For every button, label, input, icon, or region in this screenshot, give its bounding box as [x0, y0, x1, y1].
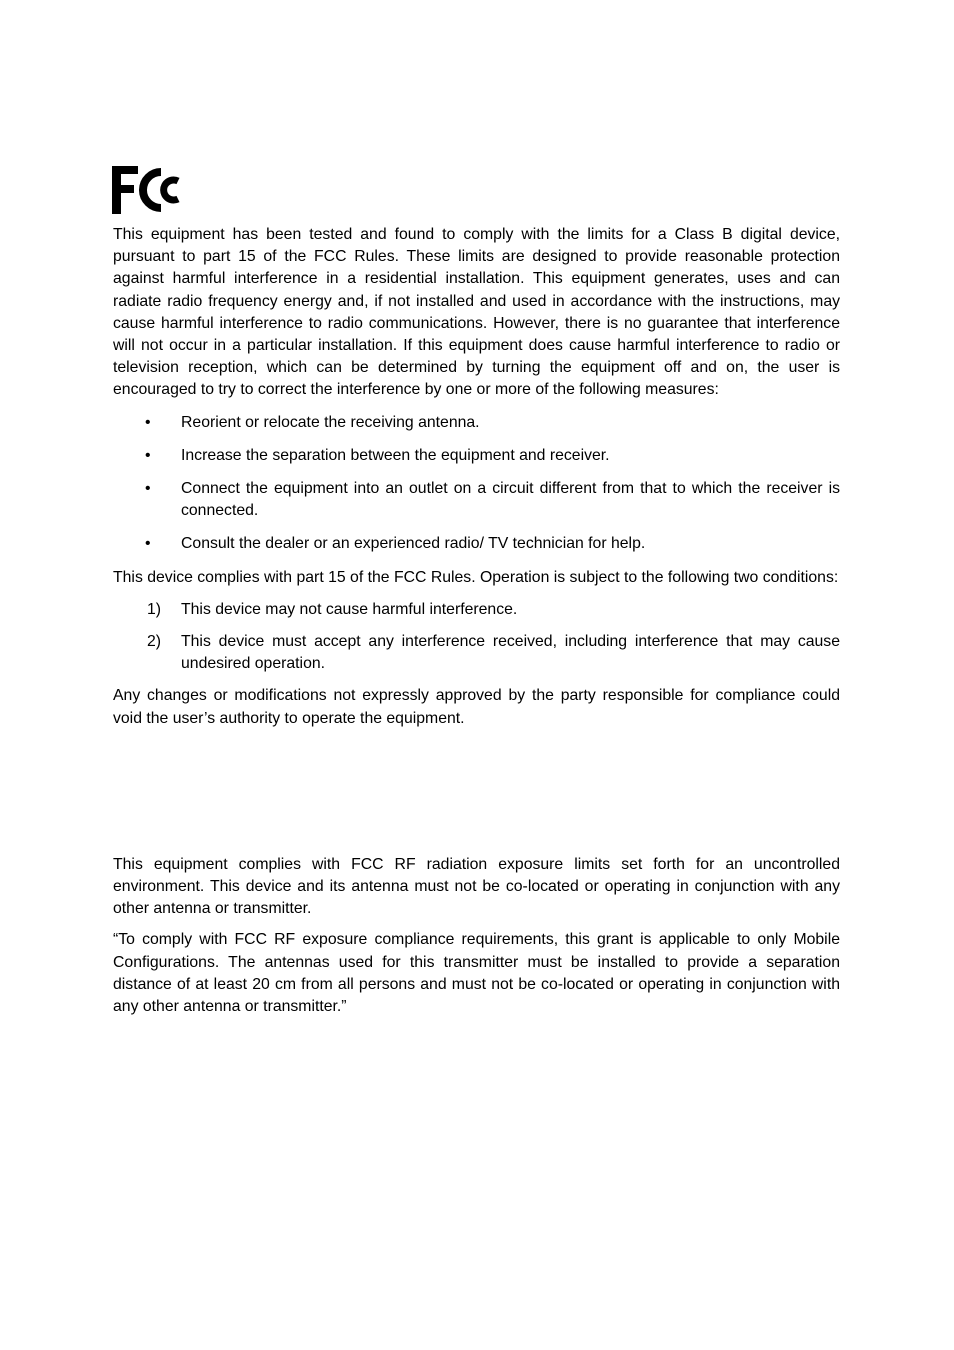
- conditions-list: [113, 599, 840, 676]
- rf-compliance-paragraph: “To comply with FCC RF exposure compliance requirements, this grant is applicable to only Mobile Configurations. The antennas used for this transmitter must be installed to provide a separation distance of at least 20 cm from all persons and must not be co-located or operating in conjunction with any other antenna or transmitter.”: [113, 931, 840, 1016]
- measures-list: [113, 412, 840, 556]
- list-item: [113, 478, 840, 522]
- bullet-icon: •: [145, 535, 151, 553]
- fcc-logo-icon: [112, 166, 182, 214]
- measure-text: Consult the dealer or an experienced radio/ TV technician for help.: [181, 535, 646, 553]
- condition-text: This device may not cause harmful interference.: [181, 600, 518, 618]
- list-item: [113, 533, 840, 555]
- measure-text: Reorient or relocate the receiving antenna.: [181, 413, 480, 431]
- list-item: [113, 631, 840, 675]
- list-item: [113, 445, 840, 467]
- measure-text: Connect the equipment into an outlet on a circuit different from that to which the receiver is connected.: [181, 480, 840, 520]
- bullet-icon: •: [145, 446, 151, 464]
- rf-exposure-paragraph: This equipment complies with FCC RF radiation exposure limits set forth for an uncontrolled environment. This device and its antenna must not be co-located or operating in conjunction with any other antenna or transmitter.: [113, 855, 840, 918]
- intro-paragraph: This equipment has been tested and found to comply with the limits for a Class B digital device, pursuant to part 15 of the FCC Rules. These limits are designed to provide reasonable protection against harmful interference in a residential installation. This equipment generates, uses and can radiate radio frequency energy and, if not installed and used in accordance with the instructions, may cause harmful interference to radio communications. However, there is no guarantee that interference will not occur in a particular installation. If this equipment does cause harmful interference to radio or television reception, which can be determined by turning the equipment off and on, the user is encouraged to try to correct the interference by one or more of the following measures:: [113, 226, 840, 399]
- bullet-icon: •: [145, 480, 151, 498]
- document-body: [113, 224, 840, 1018]
- list-item: [113, 412, 840, 434]
- changes-paragraph: Any changes or modifications not expressly approved by the party responsible for compliance could void the user’s authority to operate the equipment.: [113, 687, 840, 727]
- condition-number: 2): [147, 633, 162, 651]
- list-item: [113, 599, 840, 621]
- bullet-icon: •: [145, 413, 151, 431]
- condition-number: 1): [147, 600, 162, 618]
- condition-text: This device must accept any interference received, including interference that may cause undesired operation.: [181, 633, 840, 673]
- conditions-paragraph: This device complies with part 15 of the FCC Rules. Operation is subject to the following two conditions:: [113, 568, 839, 586]
- measure-text: Increase the separation between the equipment and receiver.: [181, 446, 610, 464]
